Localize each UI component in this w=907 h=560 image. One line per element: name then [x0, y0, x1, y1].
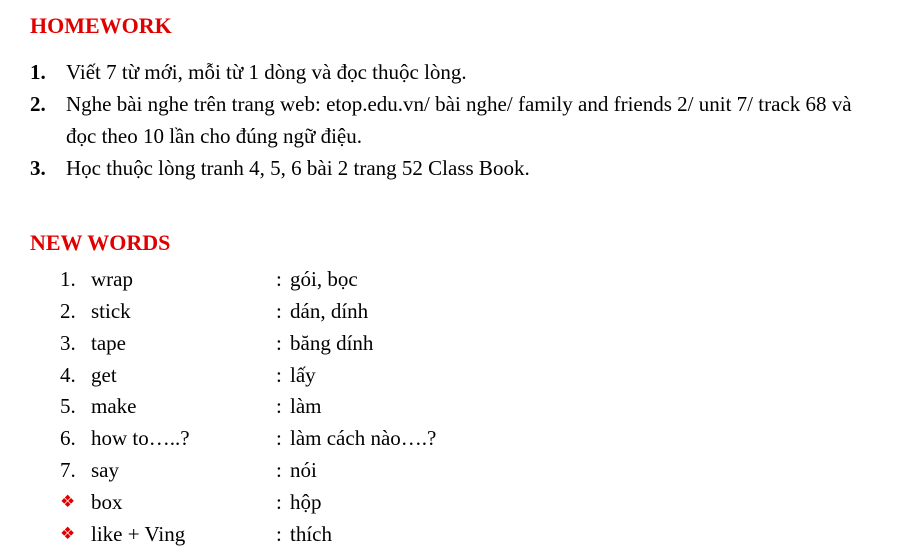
vocab-meaning: làm [290, 394, 322, 418]
vocab-row [0, 454, 907, 486]
homework-item-text: Nghe bài nghe trên trang web: etop.edu.vn/ bài nghe/ family and friends 2/ unit 7/ track 68 và đọc theo 10 lần cho đúng ngữ điệu. [66, 92, 852, 148]
vocab-number: 2. [60, 299, 76, 323]
vocab-row [0, 327, 907, 359]
vocab-number: 3. [60, 331, 76, 355]
new-words-heading: NEW WORDS [30, 230, 171, 255]
vocab-row [0, 486, 907, 518]
vocab-word: wrap [91, 267, 133, 291]
vocab-number: 1. [60, 267, 76, 291]
vocab-word: say [91, 458, 119, 482]
vocab-word: how to…..? [91, 426, 190, 450]
vocab-word: box [91, 490, 123, 514]
vocab-separator: : [276, 426, 282, 450]
vocab-row [0, 422, 907, 454]
vocab-separator: : [276, 458, 282, 482]
vocab-separator: : [276, 394, 282, 418]
vocab-separator: : [276, 490, 282, 514]
vocab-row [0, 295, 907, 327]
vocab-word: tape [91, 331, 126, 355]
homework-item-text: Học thuộc lòng tranh 4, 5, 6 bài 2 trang 52 Class Book. [66, 156, 530, 180]
diamond-bullet-icon: ❖ [60, 524, 76, 544]
diamond-bullet-icon: ❖ [60, 492, 76, 512]
homework-item-number: 1. [30, 60, 46, 84]
vocab-meaning: thích [290, 522, 332, 546]
vocab-word: like + Ving [91, 522, 186, 546]
vocab-row [0, 518, 907, 550]
vocab-number: 7. [60, 458, 76, 482]
vocab-meaning: dán, dính [290, 299, 369, 323]
vocab-meaning: nói [290, 458, 317, 482]
vocab-word: stick [91, 299, 131, 323]
homework-item-number: 3. [30, 156, 46, 180]
vocab-separator: : [276, 331, 282, 355]
vocab-meaning: lấy [290, 363, 316, 387]
vocab-row [0, 359, 907, 391]
vocab-number: 6. [60, 426, 76, 450]
vocab-separator: : [276, 267, 282, 291]
vocab-number: 5. [60, 394, 76, 418]
vocab-row [0, 390, 907, 422]
homework-item-text: Viết 7 từ mới, mỗi từ 1 dòng và đọc thuộc lòng. [66, 60, 467, 84]
vocab-separator: : [276, 522, 282, 546]
vocab-separator: : [276, 299, 282, 323]
vocab-word: get [91, 363, 117, 387]
vocab-meaning: hộp [290, 490, 322, 514]
homework-heading: HOMEWORK [30, 13, 172, 38]
vocab-row [0, 263, 907, 295]
vocab-separator: : [276, 363, 282, 387]
vocab-meaning: làm cách nào….? [290, 426, 437, 450]
vocab-word: make [91, 394, 137, 418]
vocab-number: 4. [60, 363, 76, 387]
homework-item-number: 2. [30, 92, 46, 116]
vocab-meaning: băng dính [290, 331, 374, 355]
vocab-meaning: gói, bọc [290, 267, 358, 291]
